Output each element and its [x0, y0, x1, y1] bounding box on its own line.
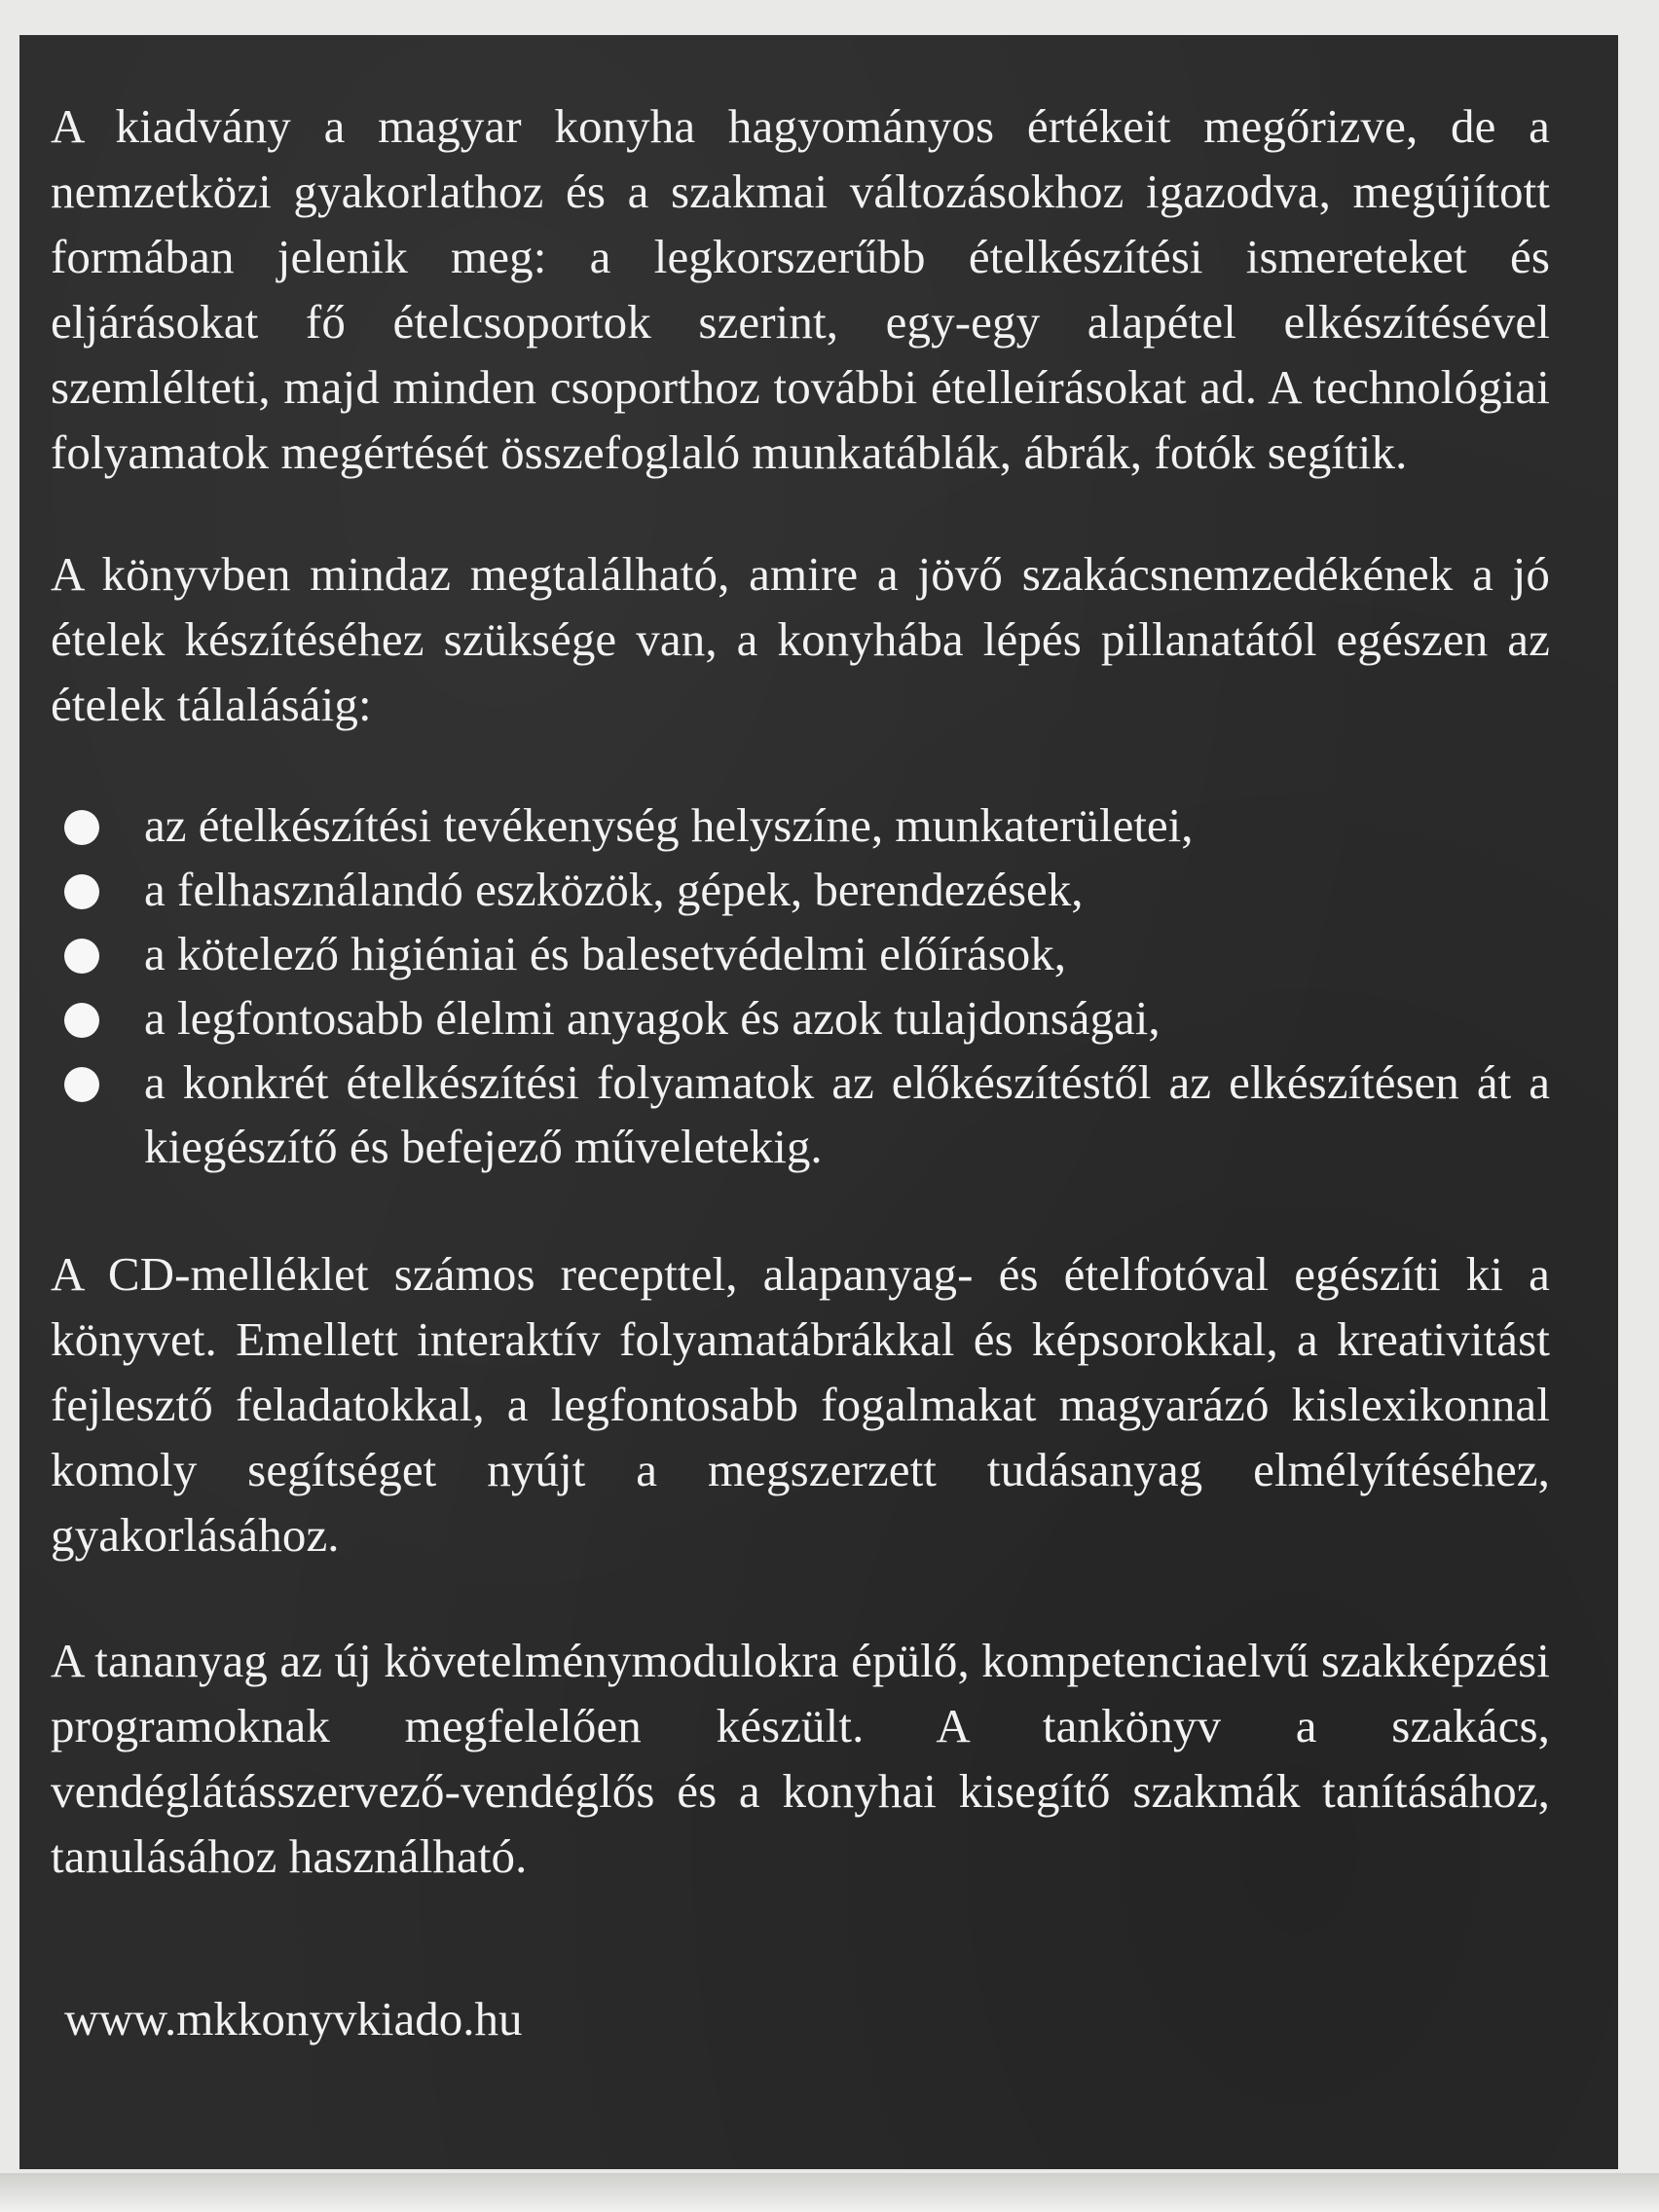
back-cover-panel: [19, 35, 1618, 2169]
list-item-text: a konkrét ételkészítési folyamatok az előkészítéstől az elkészítésen át a kiegészítő és befejező műveletekig.: [144, 1055, 1550, 1173]
contents-list: [51, 793, 1550, 1179]
bullet-icon: [64, 810, 99, 845]
bullet-icon: [64, 874, 99, 909]
list-item-text: a kötelező higiéniai és balesetvédelmi előírások,: [144, 927, 1066, 980]
list-item: [51, 922, 1550, 986]
bullet-icon: [64, 1003, 99, 1038]
list-item: [51, 986, 1550, 1051]
bullet-icon: [64, 939, 99, 974]
cd-paragraph: A CD-melléklet számos recepttel, alapanyag- és ételfotóval egészíti ki a könyvet. Emellett interaktív folyamatábrákkal és képsorokkal, a kreativitást fejlesztő feladatokkal, a legfontosabb fogalmakat magyarázó kislexikonnal komoly segítséget nyújt a megszerzett tudásanyag elmélyítéséhez, gyakorlásához.: [51, 1247, 1550, 1562]
list-item: [51, 1051, 1550, 1179]
contents-paragraph: A könyvben mindaz megtalálható, amire a jövő szakácsnemzedékének a jó ételek készítéséhez szüksége van, a konyhába lépés pillanatától egészen az ételek tálalásáig:: [51, 547, 1550, 731]
list-item: [51, 793, 1550, 858]
curriculum-paragraph: A tananyag az új követelménymodulokra épülő, kompetenciaelvű szakképzési programoknak megfelelően készült. A tankönyv a szakács, vendéglátásszervező-vendéglős és a konyhai kisegítő szakmák tanításához, tanulásához használható.: [51, 1634, 1550, 1883]
intro-paragraph: A kiadvány a magyar konyha hagyományos értékeit megőrizve, de a nemzetközi gyakorlathoz és a szakmai változásokhoz igazodva, megújított formában jelenik meg: a legkorszerűbb ételkészítési ismereteket és eljárásokat fő ételcsoportok szerint, egy-egy alapétel elkészítésével szemlélteti, majd minden csoporthoz további ételleírásokat ad. A technológiai folyamatok megértését összefoglaló munkatáblák, ábrák, fotók segítik.: [51, 99, 1550, 479]
list-item-text: a felhasználandó eszközök, gépek, berendezések,: [144, 863, 1084, 916]
list-item-text: az ételkészítési tevékenység helyszíne, munkaterületei,: [144, 798, 1194, 852]
publisher-website: www.mkkonyvkiado.hu: [64, 1992, 523, 2046]
list-item: [51, 858, 1550, 922]
bullet-icon: [64, 1067, 99, 1102]
list-item-text: a legfontosabb élelmi anyagok és azok tulajdonságai,: [144, 991, 1161, 1045]
paper-edge: [0, 2173, 1659, 2212]
